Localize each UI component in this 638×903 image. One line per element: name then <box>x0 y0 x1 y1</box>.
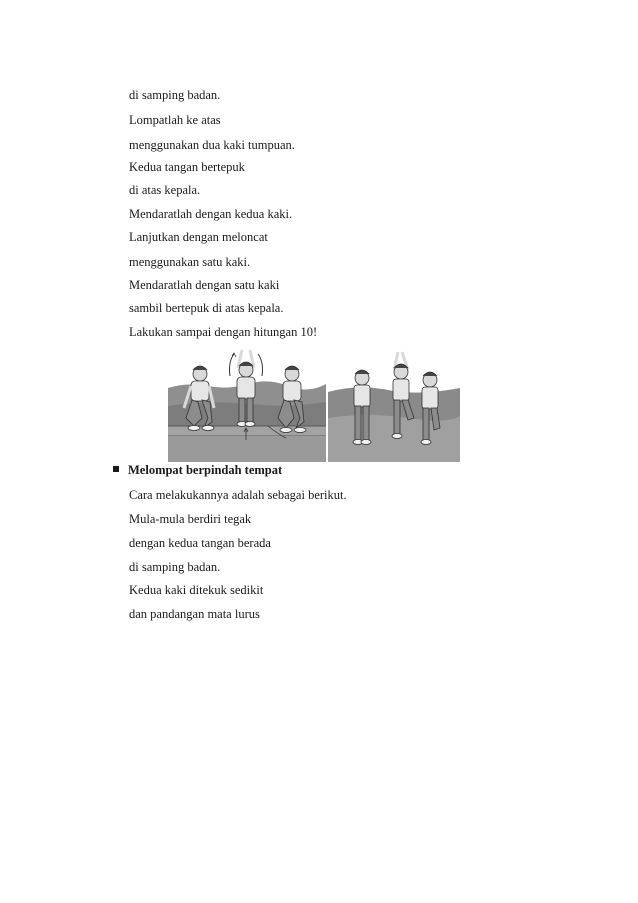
text-line: di samping badan. <box>129 88 221 102</box>
text-line: Lakukan sampai dengan hitungan 10! <box>129 325 318 339</box>
text-line: di samping badan. <box>129 560 221 574</box>
text-line: sambil bertepuk di atas kepala. <box>129 301 284 315</box>
text-line: Mendaratlah dengan kedua kaki. <box>129 207 293 221</box>
text-line: Mendaratlah dengan satu kaki <box>129 278 280 292</box>
text-line: Lanjutkan dengan meloncat <box>129 230 268 244</box>
text-line: Mula-mula berdiri tegak <box>129 512 252 526</box>
illustration-svg <box>168 348 460 462</box>
text-line: Kedua tangan bertepuk <box>129 160 245 174</box>
text-line: Lompatlah ke atas <box>129 113 221 127</box>
text-line: di atas kepala. <box>129 183 201 197</box>
text-line: Kedua kaki ditekuk sedikit <box>129 583 264 597</box>
text-line: dan pandangan mata lurus <box>129 607 260 621</box>
section-heading <box>113 463 282 477</box>
text-line: menggunakan satu kaki. <box>129 255 251 269</box>
section-heading-text: Melompat berpindah tempat <box>128 463 283 477</box>
text-line: Cara melakukannya adalah sebagai berikut. <box>129 488 347 502</box>
text-line: dengan kedua tangan berada <box>129 536 271 550</box>
bullet-square-icon <box>113 466 119 472</box>
children-jumping-illustration <box>168 348 460 462</box>
text-line: menggunakan dua kaki tumpuan. <box>129 138 295 152</box>
